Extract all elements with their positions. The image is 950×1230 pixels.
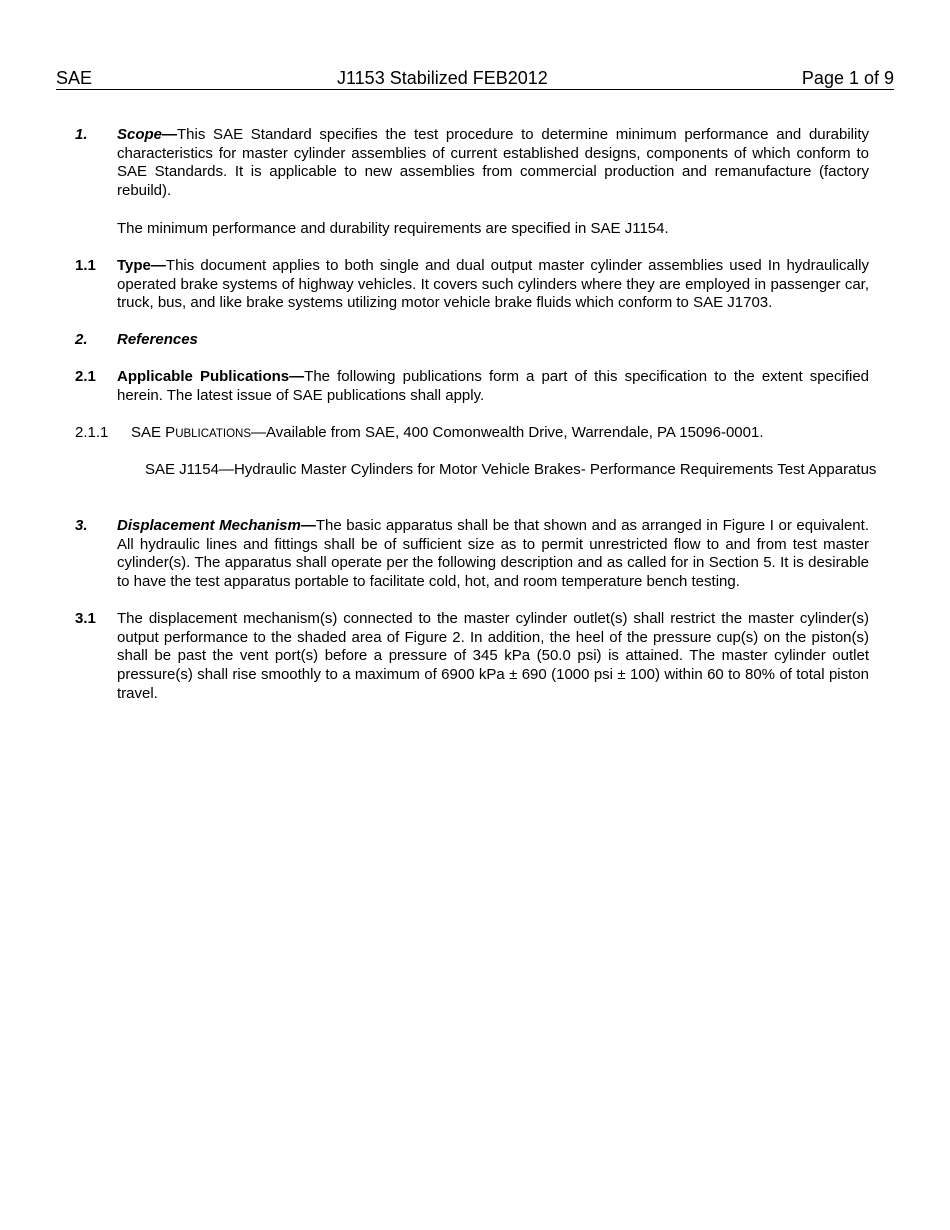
- section-3-dash: —: [300, 517, 316, 534]
- section-1-text-2: The minimum performance and durability requirements are specified in SAE J1154.: [117, 220, 669, 237]
- section-1-1-number: 1.1: [75, 257, 96, 274]
- section-3-1-text: The displacement mechanism(s) connected to the master cylinder outlet(s) shall restrict the master cylinder(s) output performance to the shaded area of Figure 2. In addition, the heel of the pressure cup(s) on the piston(s) shall be past the vent port(s) before a pressure of 345 kPa (50.0 psi) is attained. The master cylinder outlet pressure(s) shall rise smoothly to a maximum of 6900 kPa ± 690 (1000 psi ± 100) within 60 to 80% of total piston travel.: [117, 610, 869, 702]
- section-2-1-title: Applicable Publications—: [117, 368, 305, 385]
- section-3-1-number: 3.1: [75, 610, 96, 627]
- header-page-number: Page 1 of 9: [801, 68, 894, 88]
- section-1-1-text: This document applies to both single and dual output master cylinder assemblies used In hydraulically operated brake systems of highway vehicles. It covers such cylinders where they are employed in passenger car, truck, bus, and like brake systems utilizing motor vehicle brake fluids which conform to SAE J1703.: [117, 257, 869, 312]
- section-3-text: The basic apparatus shall be that shown and as arranged in Figure I or equivalent. All hydraulic lines and fittings shall be of sufficient size as to permit unrestricted flow to and from test master cylinder(s). The apparatus shall operate per the following description and as called for in Section 5. It is desirable to have the test apparatus portable to facilitate cold, hot, and room temperature bench testing.: [117, 517, 869, 591]
- page-header: [56, 67, 894, 90]
- section-1-number: 1.: [75, 126, 88, 143]
- section-2-title: References: [117, 331, 198, 348]
- section-3-title: Displacement Mechanism: [117, 517, 301, 534]
- header-org: SAE: [56, 68, 93, 88]
- section-2-1-applicable-publications: [117, 368, 869, 405]
- section-2-1-1-number: 2.1.1: [75, 424, 109, 441]
- section-3-number: 3.: [75, 517, 88, 534]
- section-1-dash: —: [162, 126, 178, 143]
- reference-sae-j1154: SAE J1154—Hydraulic Master Cylinders for Motor Vehicle Brakes- Performance Requirements Test Apparatus: [145, 461, 877, 478]
- section-1-scope: [117, 126, 869, 201]
- section-1-text: This SAE Standard specifies the test procedure to determine minimum performance and durability characteristics for master cylinder assemblies of current established designs, components of which conform to SAE Standards. It is applicable to new assemblies from commercial production and remanufacture (factory rebuild).: [117, 126, 869, 200]
- section-1-1-type: [117, 257, 869, 313]
- section-2-1-text: The following publications form a part of this specification to the extent specified herein. The latest issue of SAE publications shall apply.: [117, 368, 870, 404]
- section-2-number: 2.: [75, 331, 88, 348]
- section-1-1-title: Type—: [117, 257, 166, 274]
- header-doc-id: J1153 Stabilized FEB2012: [337, 68, 548, 88]
- section-3-displacement-mechanism: [117, 517, 869, 592]
- section-2-1-number: 2.1: [75, 368, 96, 385]
- section-1-title: Scope: [117, 126, 163, 143]
- section-2-1-1-text: —Available from SAE, 400 Comonwealth Drive, Warrendale, PA 15096-0001.: [251, 424, 764, 441]
- section-2-1-1-sae-publications: [131, 424, 869, 444]
- section-2-1-1-title-prefix: SAE P: [131, 424, 176, 441]
- section-2-1-1-title-small: UBLICATIONS: [175, 428, 252, 440]
